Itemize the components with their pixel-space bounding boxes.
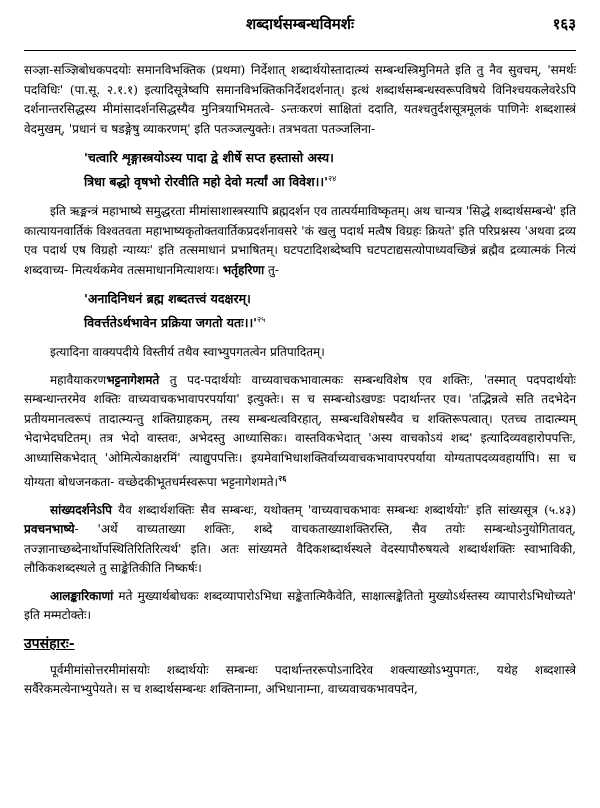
paragraph-5-body-2: - 'अर्थे वाच्यताख्या शक्तिः, शब्दे वाचकताख्याशक्तिरस्ति, सैव तयोः सम्बन्धोऽनुयोगितावत्, तज्ज्ञानाच्छब्देनार्थोपस्थितिरितिरित्यर्थ' इति। अतः सांख्यमते वैदिकशब्दार्थस्थले वेदस्यापौरुषयत्वे शब्दार्थशक्तिः स्वाभाविकी, लौकिकशब्दस्थले तु साङ्केतिकीति निष्कर्षः। xyxy=(24,522,576,576)
verse-2-line-1: 'अनादिनिधनं ब्रह्म शब्दतत्त्वं यदक्षरम्। xyxy=(84,291,251,307)
paragraph-7: पूर्वमीमांसोत्तरमीमांसयोः शब्दार्थयोः सम्बन्धः पदार्थान्तररूपोऽनादिरेव शक्त्याख्योऽभ्युपगतः, यथेह शब्दशास्त्रे सर्वैरेकमत्येनाभ्युपेयते। स च शब्दार्थसम्बन्धः शक्तिनाम्ना, अभिधानाम्ना, वाच्यवाचकभावपदेन, xyxy=(24,662,576,697)
paragraph-6 xyxy=(24,587,576,626)
verse-1-line-2-text: त्रिधा बद्धो वृषभो रोरवीति महो देवो मर्त्यां आ विवेश।।' xyxy=(84,174,328,190)
sankhya-emphasis: सांख्यदर्शनेऽपि xyxy=(50,502,112,517)
paragraph-5 xyxy=(24,501,576,579)
page-header xyxy=(24,14,576,44)
paragraph-4-body: तु पद-पदार्थयोः वाच्यवाचकभावात्मकः सम्बन्धविशेष एव शक्तिः, 'तस्मात् पदपदार्थयोः सम्बन्धान्तरमेव शक्तिः वाच्यवाचकभावापरपर्याया' इत्युक्तेः। स च सम्बन्धोऽखण्डः पदार्थान्तर एव। 'तद्भिन्नत्वे सति तदभेदेन प्रतीयमानत्वरूपं तादात्म्यन्तु शक्तिग्राहकम्, तस्य सम्बन्धत्वविरहात्, सम्बन्धविशेषस्यैव च शक्तिरूपत्वात्। एतच्च तादात्म्यम् भेदाभेदघटितम्। तत्र भेदो वास्तवः, अभेदस्तु आध्यासिकः। वास्तविकभेदात् 'अस्य वाचकोऽयं शब्द' इत्यादिव्यवहारोपपत्तिः, आध्यासिकभेदात् 'ओमित्येकाक्षरमिं' त्याद्युपपत्तिः। इयमेवाभिधाशक्तिर्वाच्यवाचकभावापरपर्याया योग्यतापदव्यवहार्यापि। सा च योग्यता बोधजनकता- वच्छेदकीभूतधर्मस्वरूपा भट्टनागेशमते। xyxy=(24,372,576,490)
verse-2-line-2 xyxy=(84,309,576,333)
verse-1-line-2 xyxy=(84,168,576,192)
paragraph-2-tail: तु- xyxy=(264,262,279,277)
verse-2-line-2-text: विवर्त्ततेऽर्थभावेन प्रक्रिया जगतो यतः।।' xyxy=(84,315,258,331)
pravachanabhashya-emphasis: प्रवचनभाष्ये xyxy=(24,522,75,537)
bhartrhari-emphasis: भर्तृहरिणा xyxy=(222,262,265,277)
footnote-ref-25: २५ xyxy=(257,315,266,325)
paragraph-4-lead: महावैयाकरण xyxy=(50,372,107,387)
paragraph-1: सञ्ज्ञा-सञ्ज्ञिबोधकपदयोः समानविभक्तिक (प्रथमा) निर्देशात् शब्दार्थयोस्तादात्म्यं सम्बन्धस्त्रिमुनिमते इति तु नैव सुवचम्, 'समर्थः पदविधिः' (पा.सू. २.१.१) इत्यादिसूत्रेष्वपि समानविभक्तिकनिर्देशदर्शनात्। इत्थं शब्दार्थसम्बन्धस्वरूपविषये विनिश्चयकलेवरेऽपि दर्शनान्तरसिद्धस्य मीमांसादर्शनसिद्धस्यैव मुनित्रयाभिमतत्वे- ऽन्तःकरणं साक्षितां ददाति, यतश्चतुर्दशसूत्रमूलकं पाणिनेः शब्दशास्त्रं वेदमुखम्, 'प्रधानं च षडङ्गेषु व्याकरणम्' इति पतञ्जल्युक्तेः। तत्रभवता पतञ्जलिना- xyxy=(24,63,576,136)
footnote-ref-26: २६ xyxy=(278,473,287,484)
footnote-ref-24: २४ xyxy=(327,174,337,183)
paragraph-5-body-1: यैव शब्दार्थशक्तिः सैव सम्बन्धः, यथोक्तम् 'वाच्यवाचकभावः सम्बन्धः शब्दार्थयोः' इति सांख्यसूत्र (५.४३) xyxy=(111,502,576,517)
paragraph-2-text: इति ऋङ्मन्त्रं महाभाष्ये समुद्धरता मीमांसाशास्त्रस्यापि ब्रह्मदर्शन एव तात्पर्यमाविष्कृतम्। अथ चान्यत्र 'सिद्धे शब्दार्थसम्बन्धे' इति कात्यायनवार्तिकं विश्वतवता महाभाष्यकृतोक्तवार्तिकप्रदर्शनावसरे 'कं खलु पदार्थ मत्वैष विग्रहः क्रियते' इति परिप्रश्नस्य 'अथवा द्रव्य एव पदार्थ एष विग्रहो न्याय्यः' इति तत्समाधानं प्रभाषितम्। घटपटादिशब्देष्वपि घटपटाद्यसत्योपाध्यवच्छिन्नं ब्रह्मैव द्रव्यात्मकं नित्यं शब्दवाच्य- मित्यर्थकमेव तत्समाधानमित्याशयः। xyxy=(24,204,576,277)
running-title: शब्दार्थसम्बन्धविमर्शः xyxy=(245,15,355,33)
verse-1-line-1: 'चत्वारि शृङ्गास्त्रयोऽस्य पादा द्वे शीर्षे सप्त हस्तासो अस्य। xyxy=(84,150,334,165)
nagesha-emphasis: भट्टनागेशमते xyxy=(106,372,160,387)
paragraph-2 xyxy=(24,202,576,280)
paragraph-6-body: मते मुख्यार्थबोधकः शब्दव्यापारोऽभिधा सङ्केतात्मिकैवेति, साक्षात्सङ्केतितो मुख्योऽर्थस्तस्य व्यापारोऽभिधोच्यते' इति मम्मटोक्तेः। xyxy=(24,588,576,623)
alankarika-emphasis: आलङ्कारिकाणां xyxy=(50,588,114,603)
header-rule xyxy=(24,50,576,51)
section-heading-upasamhara: उपसंहारः- xyxy=(24,635,75,652)
verse-quote-1 xyxy=(84,147,576,192)
page-number: १६३ xyxy=(552,15,576,33)
verse-quote-2 xyxy=(84,288,576,333)
paragraph-3: इत्यादिना वाक्यपदीये विस्तीर्य तथैव स्वाभ्युपगतत्वेन प्रतिपादितम्। xyxy=(50,345,325,360)
paragraph-4 xyxy=(24,371,576,493)
